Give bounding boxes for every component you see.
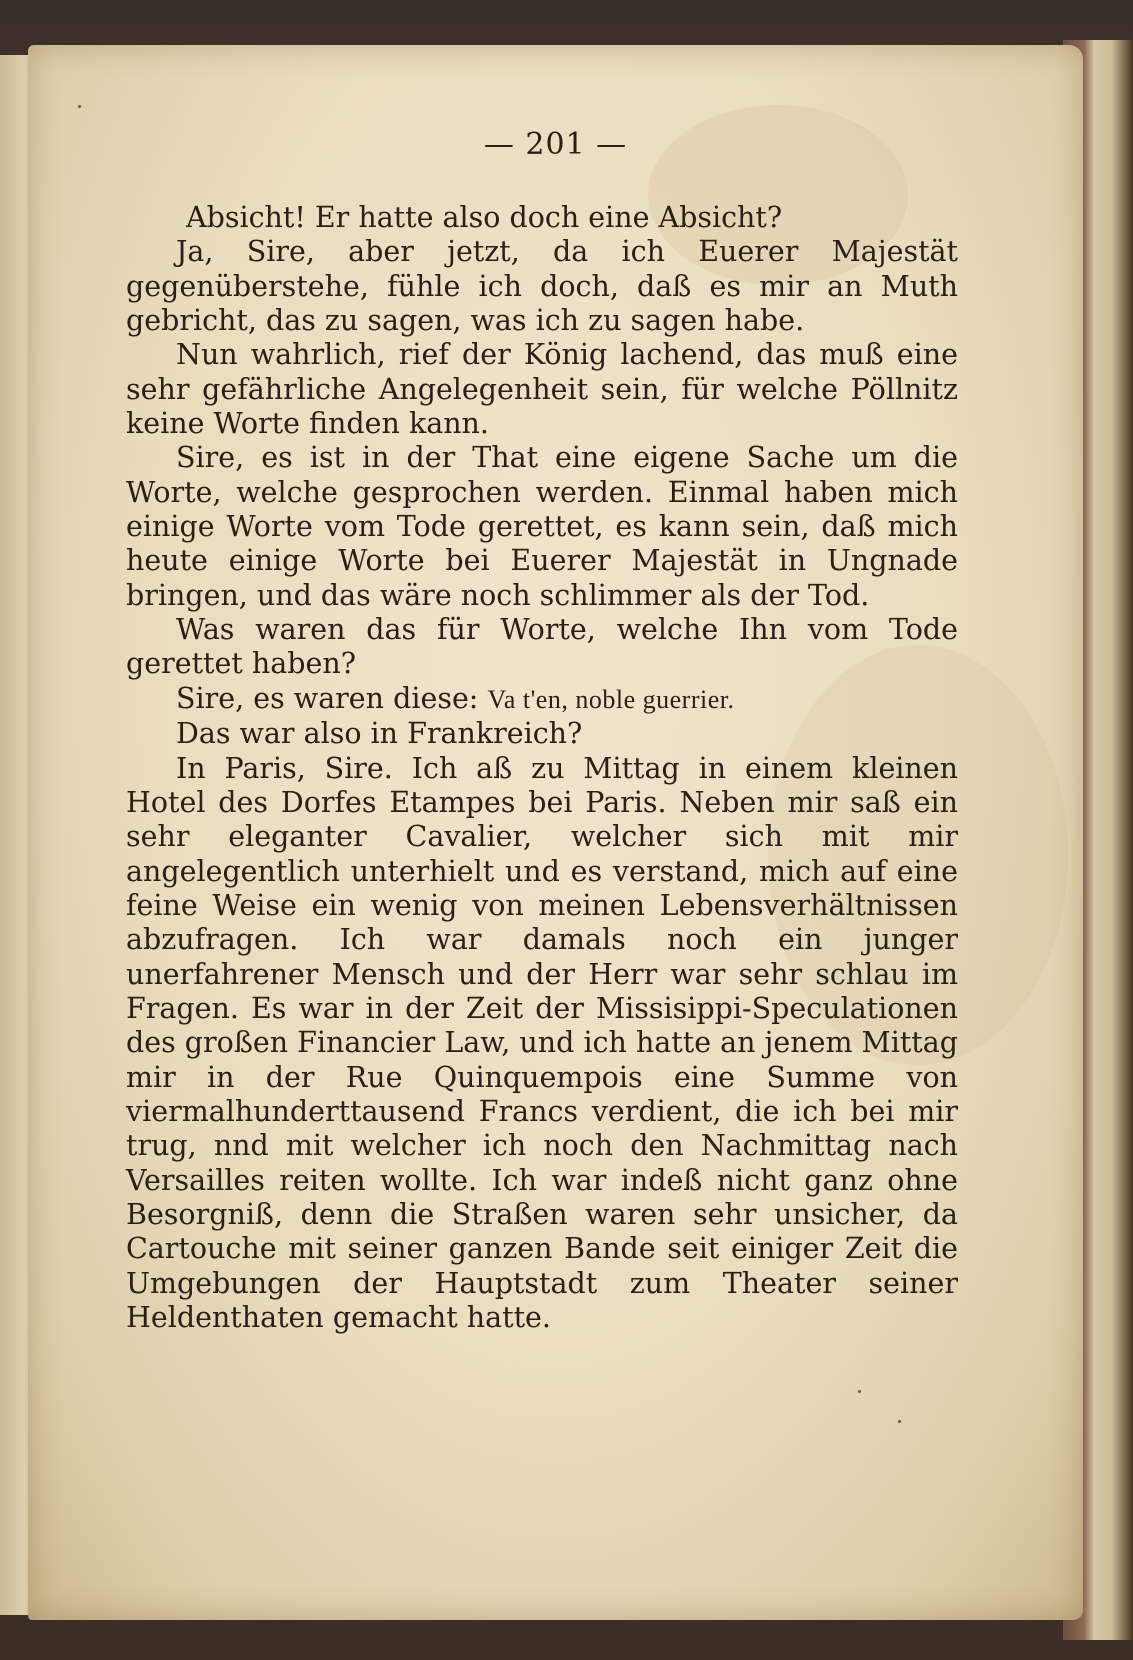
paper-speck	[78, 105, 81, 108]
paragraph: Sire, es ist in der That eine eigene Sache um die Worte, welche gesprochen werden. Einmal haben mich einige Worte vom Tode gerettet, es kann sein, daß mich heute einige Worte bei Euerer Majestät in Ungnade bringen, und das wäre noch schlimmer als der Tod.	[126, 441, 958, 612]
paper-speck	[858, 1390, 861, 1393]
paragraph: Das war also in Frankreich?	[176, 717, 583, 751]
paragraph: Nun wahrlich, rief der König lachend, das muß eine sehr gefährliche Angelegenheit sein, für welche Pöllnitz keine Worte finden kann.	[126, 338, 958, 441]
paper-speck	[898, 1420, 901, 1423]
french-quote: Va t'en, noble guerrier.	[487, 684, 735, 714]
paragraph: Was waren das für Worte, welche Ihn vom Tode gerettet haben?	[126, 613, 958, 681]
body-text	[126, 201, 958, 1335]
quote-lead: Sire, es waren diese:	[176, 681, 488, 715]
paragraph: In Paris, Sire. Ich aß zu Mittag in einem kleinen Hotel des Dorfes Etampes bei Paris. Neben mir saß ein sehr eleganter Cavalier, welcher sich mit mir angelegentlich unterhielt und es verstand, mich auf eine feine Weise ein wenig von meinen Lebensverhältnissen abzufragen. Ich war damals noch ein junger unerfahrener Mensch und der Herr war sehr schlau im Fragen. Es war in der Zeit der Missisippi-Speculationen des großen Financier Law, und ich hatte an jenem Mittag mir in der Rue Quinquempois eine Summe von viermalhunderttausend Francs verdient, die ich bei mir trug, nnd mit welcher ich noch den Nachmittag nach Versailles reiten wollte. Ich war indeß nicht ganz ohne Besorgniß, denn die Straßen waren sehr unsicher, da Cartouche mit seiner ganzen Bande seit einiger Zeit die Umgebungen der Hauptstadt zum Theater seiner Heldenthaten gemacht hatte.	[126, 751, 958, 1334]
quote-paragraph	[126, 682, 958, 717]
paragraph: Ja, Sire, aber jetzt, da ich Euerer Majestät gegenüberstehe, fühle ich doch, daß es mir an Muth gebricht, das zu sagen, was ich zu sagen habe.	[126, 235, 958, 338]
page-number: — 201 —	[483, 127, 628, 162]
paragraph: Absicht! Er hatte also doch eine Absicht?	[186, 201, 783, 234]
book-page	[28, 45, 1083, 1620]
